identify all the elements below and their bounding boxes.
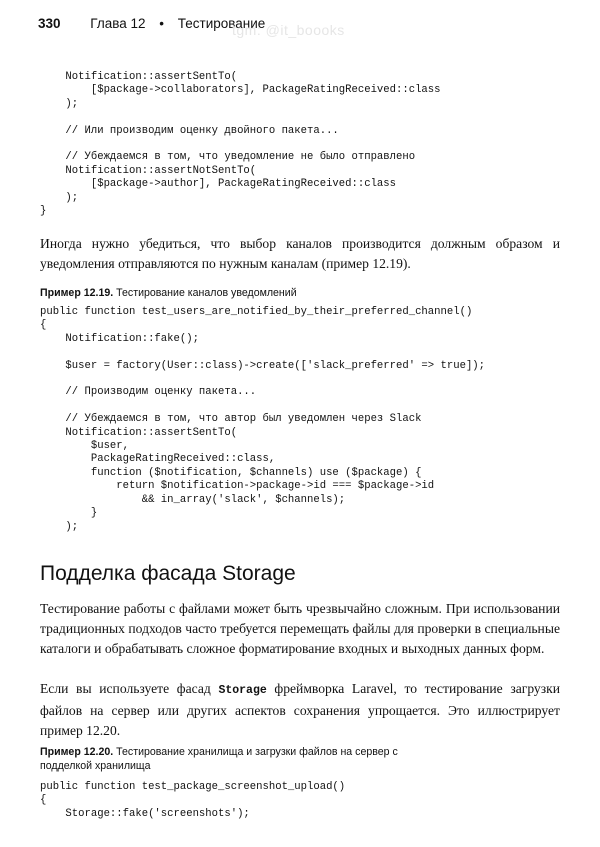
code-block-12-19: public function test_users_are_notified_by_their_preferred_channel() { Notification::fake(); $user = factory(User::class)->create(['slack_preferred' => true]); // Производим оценку пакета... // Убеждаемся в том, что автор был уведомлен через Slack Notification::assertSentTo( $user, PackageRatingReceived::class, function ($notification, $channels) use ($package) { return $notification->package->id === $package->id && in_array('slack', $channels); } ); — [40, 306, 486, 533]
paragraph-storage-before: Если вы используете фасад — [40, 681, 219, 696]
page-number: 330 — [38, 16, 61, 31]
paragraph-storage — [40, 679, 560, 740]
example-caption-12-20 — [40, 746, 440, 773]
caption-text: Тестирование хранилища и загрузки файлов на сервер с подделкой хранилища — [40, 746, 398, 772]
inline-code-storage: Storage — [218, 684, 267, 697]
paragraph-channels: Иногда нужно убедиться, что выбор каналов производится должным образом и уведомления отправляются по нужным каналам (пример 12.19). — [40, 236, 560, 271]
caption-label: Пример 12.20. — [40, 746, 114, 758]
watermark: tgm: @it_boooks — [232, 22, 345, 38]
code-block-12-20: public function test_package_screenshot_upload() { Storage::fake('screenshots'); — [40, 781, 346, 820]
section-heading: Подделка фасада Storage — [40, 562, 296, 585]
paragraph-files: Тестирование работы с файлами может быть чрезвычайно сложным. При использовании традиционных подходов часто требуется перемещать файлы для проверки в специальные каталоги и обрабатывать сложное форматирование входных и выходных данных форм. — [40, 601, 560, 656]
code-block-continued: Notification::assertSentTo( [$package->collaborators], PackageRatingReceived::class ); // Или производим оценку двойного пакета... // Убеждаемся в том, что уведомление не было отправлено Notification::assertNotSentTo( [$package->author], PackageRatingReceived::class ); } — [40, 71, 441, 218]
paragraph-storage-after: фреймворка Laravel, то тестирование загрузки файлов на сервер или других аспектов сохранения упрощается. Это иллюстрирует пример 12.20. — [40, 681, 560, 738]
example-caption-12-19 — [40, 287, 560, 301]
section-label: Тестирование — [177, 16, 266, 31]
caption-label: Пример 12.19. — [40, 287, 114, 299]
chapter-label: Глава 12 — [90, 16, 146, 31]
header-bullet: • — [159, 16, 165, 31]
caption-text: Тестирование каналов уведомлений — [116, 287, 297, 299]
